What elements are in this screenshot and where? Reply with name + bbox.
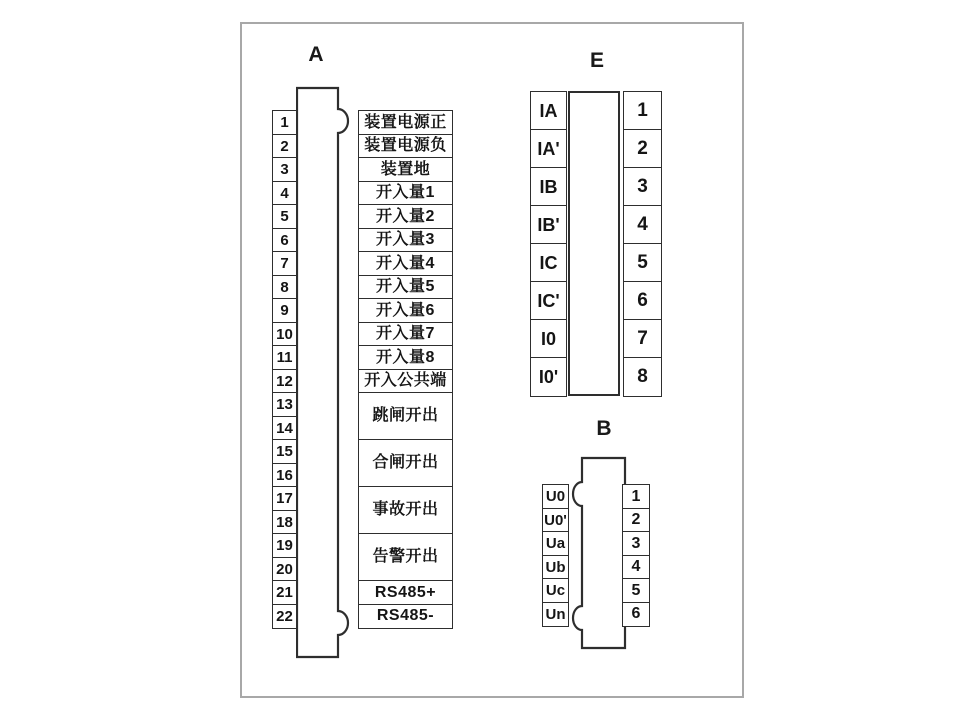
terminal-function-label: RS485+ <box>358 580 453 605</box>
pin-number-cell: 1 <box>623 91 662 131</box>
terminal-function-label: 开入量4 <box>358 251 453 276</box>
current-input-label: IB <box>530 167 567 207</box>
pin-number-cell: 1 <box>622 484 650 509</box>
connector-b-label-column <box>542 484 569 627</box>
voltage-input-label: Un <box>542 602 569 627</box>
connector-b-body <box>570 456 630 654</box>
terminal-function-label: 开入量7 <box>358 322 453 347</box>
terminal-number-cell: 8 <box>272 275 297 300</box>
connector-e-pin-column <box>623 91 662 397</box>
terminal-function-label: 装置电源正 <box>358 110 453 135</box>
terminal-function-label: 装置地 <box>358 157 453 182</box>
terminal-number-cell: 22 <box>272 604 297 629</box>
current-input-label: IB' <box>530 205 567 245</box>
current-input-label: IA' <box>530 129 567 169</box>
current-input-label: IC <box>530 243 567 283</box>
current-input-label: I0' <box>530 357 567 397</box>
terminal-function-label: 开入量2 <box>358 204 453 229</box>
pin-number-cell: 2 <box>622 508 650 533</box>
terminal-function-label: 开入公共端 <box>358 369 453 394</box>
terminal-function-label: 装置电源负 <box>358 134 453 159</box>
terminal-function-label: 开入量8 <box>358 345 453 370</box>
terminal-number-cell: 11 <box>272 345 297 370</box>
terminal-number-cell: 18 <box>272 510 297 535</box>
terminal-function-label: RS485- <box>358 604 453 629</box>
terminal-number-cell: 6 <box>272 228 297 253</box>
connector-a-title: A <box>308 43 324 66</box>
connector-b-pin-column <box>622 484 650 627</box>
terminal-function-label: 开入量6 <box>358 298 453 323</box>
terminal-number-cell: 12 <box>272 369 297 394</box>
terminal-function-label: 开入量5 <box>358 275 453 300</box>
terminal-function-label: 告警开出 <box>358 533 453 582</box>
pin-number-cell: 3 <box>622 531 650 556</box>
terminal-number-cell: 1 <box>272 110 297 135</box>
terminal-number-cell: 14 <box>272 416 297 441</box>
terminal-number-cell: 16 <box>272 463 297 488</box>
terminal-function-label: 合闸开出 <box>358 439 453 488</box>
current-input-label: IA <box>530 91 567 131</box>
terminal-number-cell: 3 <box>272 157 297 182</box>
voltage-input-label: U0 <box>542 484 569 509</box>
pin-number-cell: 5 <box>622 578 650 603</box>
pin-number-cell: 6 <box>622 602 650 627</box>
pin-number-cell: 3 <box>623 167 662 207</box>
pin-number-cell: 5 <box>623 243 662 283</box>
terminal-number-cell: 21 <box>272 580 297 605</box>
connector-a-terminal-column <box>272 110 297 629</box>
pin-number-cell: 7 <box>623 319 662 359</box>
terminal-function-label: 跳闸开出 <box>358 392 453 441</box>
terminal-number-cell: 19 <box>272 533 297 558</box>
terminal-number-cell: 5 <box>272 204 297 229</box>
pin-number-cell: 4 <box>622 555 650 580</box>
voltage-input-label: Ua <box>542 531 569 556</box>
terminal-function-label: 开入量1 <box>358 181 453 206</box>
voltage-input-label: Ub <box>542 555 569 580</box>
connector-e-title: E <box>589 49 604 72</box>
connector-a-label-column <box>358 110 453 629</box>
terminal-function-label: 事故开出 <box>358 486 453 535</box>
terminal-number-cell: 15 <box>272 439 297 464</box>
pin-number-cell: 4 <box>623 205 662 245</box>
terminal-number-cell: 4 <box>272 181 297 206</box>
terminal-number-cell: 13 <box>272 392 297 417</box>
connector-e-label-column <box>530 91 567 397</box>
connector-a-body <box>296 86 352 664</box>
terminal-function-label: 开入量3 <box>358 228 453 253</box>
current-input-label: IC' <box>530 281 567 321</box>
terminal-number-cell: 9 <box>272 298 297 323</box>
terminal-number-cell: 2 <box>272 134 297 159</box>
terminal-number-cell: 10 <box>272 322 297 347</box>
current-input-label: I0 <box>530 319 567 359</box>
pin-number-cell: 6 <box>623 281 662 321</box>
connector-b-title: B <box>596 417 612 440</box>
terminal-number-cell: 17 <box>272 486 297 511</box>
voltage-input-label: U0' <box>542 508 569 533</box>
pin-number-cell: 8 <box>623 357 662 397</box>
pin-number-cell: 2 <box>623 129 662 169</box>
terminal-number-cell: 20 <box>272 557 297 582</box>
terminal-number-cell: 7 <box>272 251 297 276</box>
connector-e-body <box>568 91 620 396</box>
voltage-input-label: Uc <box>542 578 569 603</box>
